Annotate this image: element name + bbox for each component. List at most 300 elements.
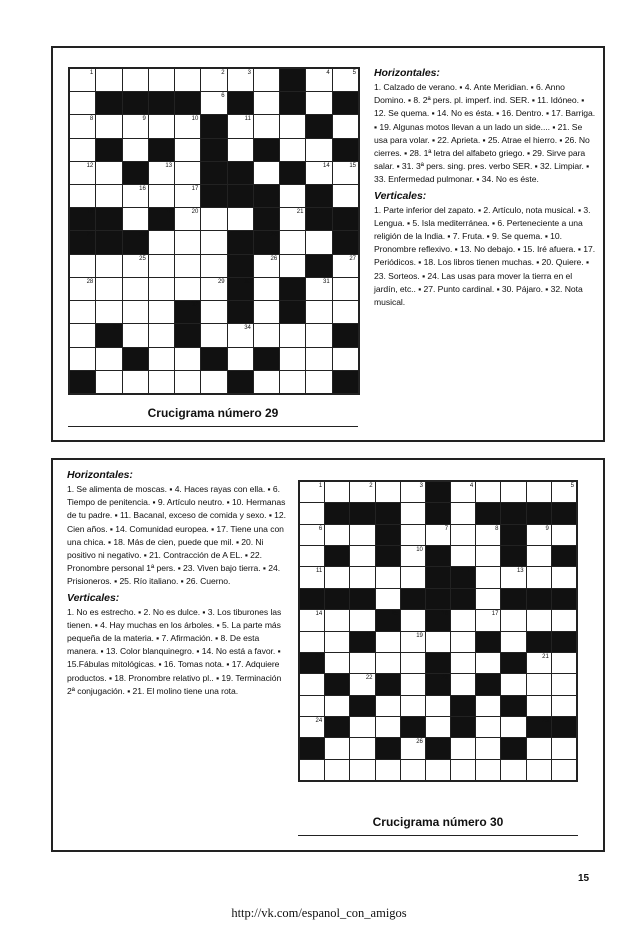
grid-cell[interactable]: [70, 139, 95, 161]
grid-cell[interactable]: [96, 69, 121, 91]
grid-cell-black: [123, 231, 148, 253]
grid-cell-black: [451, 567, 475, 587]
grid-cell[interactable]: [426, 632, 450, 652]
grid-cell-black: [333, 324, 358, 346]
grid-cell-black: [376, 546, 400, 566]
grid-cell[interactable]: [201, 208, 226, 230]
grid-cell[interactable]: [149, 162, 174, 184]
grid-cell[interactable]: [501, 674, 525, 694]
grid-cell[interactable]: [280, 115, 305, 137]
grid-cell[interactable]: [149, 324, 174, 346]
grid-cell[interactable]: [325, 760, 349, 780]
grid-cell-black: [376, 674, 400, 694]
grid-cell[interactable]: [300, 482, 324, 502]
grid-cell[interactable]: [201, 255, 226, 277]
grid-cell[interactable]: [552, 567, 576, 587]
grid-cell[interactable]: [123, 278, 148, 300]
clue-number: 30: [244, 278, 251, 285]
grid-cell[interactable]: [96, 371, 121, 393]
grid-cell[interactable]: [333, 255, 358, 277]
verticales-clues: 1. No es estrecho. ▪ 2. No es dulce. ▪ 3. Los tiburones las tienen. ▪ 4. Hay muchas en los árboles. ▪ 5. La parte más pequeña de la materia. ▪ 7. Afirmación. ▪ 8. De esta manera. ▪ 13. Color blanquinegro. ▪ 14. No está a favor. ▪ 15.Fábulas mitológicas. ▪ 16. Tomas nota. ▪ 17. Adquiere productos. ▪ 18. Pronombre relativo pl.. ▪ 19. Terminación 2ª conjugación. ▪ 21. El molino tiene una rota.: [67, 606, 282, 696]
grid-cell-black: [476, 674, 500, 694]
clue-number: 10: [191, 116, 199, 123]
grid-cell[interactable]: [254, 301, 279, 323]
grid-cell[interactable]: [149, 231, 174, 253]
grid-cell[interactable]: [300, 610, 324, 630]
grid-cell[interactable]: [175, 231, 200, 253]
grid-cell[interactable]: [501, 632, 525, 652]
grid-cell[interactable]: [123, 301, 148, 323]
clue-number: 9: [545, 525, 549, 532]
grid-cell[interactable]: [123, 139, 148, 161]
grid-cell[interactable]: [451, 482, 475, 502]
grid-cell[interactable]: [376, 482, 400, 502]
grid-cell[interactable]: [123, 185, 148, 207]
grid-cell[interactable]: [401, 738, 425, 758]
grid-cell[interactable]: [149, 185, 174, 207]
grid-cell[interactable]: [376, 567, 400, 587]
grid-cell[interactable]: [451, 738, 475, 758]
grid-cell[interactable]: [201, 301, 226, 323]
grid-cell[interactable]: [552, 482, 576, 502]
grid-cell-black: [175, 324, 200, 346]
grid-cell-black: [325, 503, 349, 523]
clue-number: 34: [244, 325, 251, 332]
clue-number: 4: [469, 483, 474, 489]
grid-cell[interactable]: [350, 482, 374, 502]
horizontales-clues: 1. Calzado de verano. ▪ 4. Ante Meridian. ▪ 6. Anno Domino. ▪ 8. 2ª pers. pl. imperf. ind. SER. ▪ 11. Idóneo. ▪ 12. Se quema. ▪ 14. No es ésta. ▪ 16. Dentro. ▪ 17. Barriga. ▪ 19. Algunas motos llevan a un lado un side.... ▪ 21. Se usa para volar. ▪ 22. Aprieta. ▪ 25. Atrae el hierro. ▪ 26. No cierres. ▪ 28. 1ª letra del alfabeto griego. ▪ 29. Sirve para salar. ▪ 31. 3ª pers. sing. pres. verbo SER. ▪ 32. Limpiar. ▪ 33. Enfermedad pulmonar. ▪ 34. No es éste.: [374, 82, 596, 185]
grid-cell[interactable]: [325, 738, 349, 758]
grid-cell-black: [123, 348, 148, 370]
grid-cell-black: [527, 503, 551, 523]
clue-number: 11: [244, 116, 251, 123]
clue-number: 15: [391, 611, 398, 618]
grid-cell-black: [228, 231, 253, 253]
grid-cell[interactable]: [123, 255, 148, 277]
grid-cell-black: [376, 738, 400, 758]
grid-cell[interactable]: [123, 324, 148, 346]
grid-cell[interactable]: [527, 674, 551, 694]
grid-cell[interactable]: [254, 278, 279, 300]
grid-cell[interactable]: [149, 371, 174, 393]
grid-cell-black: [426, 610, 450, 630]
grid-cell[interactable]: [527, 610, 551, 630]
grid-cell[interactable]: [401, 567, 425, 587]
grid-cell[interactable]: [149, 301, 174, 323]
grid-cell[interactable]: [476, 567, 500, 587]
grid-cell[interactable]: [70, 185, 95, 207]
clue-number: 33: [112, 325, 120, 332]
grid-cell[interactable]: [451, 760, 475, 780]
grid-cell[interactable]: [476, 738, 500, 758]
clue-number: 20: [315, 653, 323, 660]
grid-cell[interactable]: [201, 92, 226, 114]
grid-cell[interactable]: [228, 139, 253, 161]
grid-cell[interactable]: [70, 324, 95, 346]
grid-cell[interactable]: [149, 255, 174, 277]
grid-cell[interactable]: [201, 231, 226, 253]
grid-cell-black: [228, 278, 253, 300]
grid-cell[interactable]: [325, 696, 349, 716]
grid-cell[interactable]: [175, 255, 200, 277]
clue-number: 16: [441, 611, 449, 618]
grid-cell[interactable]: [300, 567, 324, 587]
grid-cell[interactable]: [280, 231, 305, 253]
grid-cell[interactable]: [476, 546, 500, 566]
grid-cell[interactable]: [350, 525, 374, 545]
grid-cell[interactable]: [201, 371, 226, 393]
clue-number: 11: [315, 568, 323, 575]
grid-cell[interactable]: [501, 760, 525, 780]
grid-cell[interactable]: [149, 69, 174, 91]
grid-cell-black: [228, 92, 253, 114]
grid-cell-black: [552, 546, 576, 566]
grid-cell[interactable]: [175, 278, 200, 300]
grid-cell[interactable]: [175, 69, 200, 91]
grid-cell[interactable]: [280, 371, 305, 393]
grid-cell-black: [175, 92, 200, 114]
grid-cell-black: [426, 653, 450, 673]
grid-cell[interactable]: [306, 324, 331, 346]
grid-cell[interactable]: [552, 653, 576, 673]
clue-number: 12: [86, 162, 94, 169]
grid-cell[interactable]: [527, 567, 551, 587]
grid-cell[interactable]: [476, 717, 500, 737]
grid-cell[interactable]: [501, 717, 525, 737]
grid-cell[interactable]: [376, 632, 400, 652]
grid-cell[interactable]: [254, 162, 279, 184]
clue-number: 3: [247, 70, 251, 76]
grid-cell-black: [333, 92, 358, 114]
clue-number: 8: [495, 525, 499, 532]
grid-cell-black: [325, 546, 349, 566]
grid-cell[interactable]: [175, 348, 200, 370]
grid-cell[interactable]: [96, 255, 121, 277]
grid-cell[interactable]: [306, 278, 331, 300]
grid-cell[interactable]: [333, 348, 358, 370]
clue-number: 27: [349, 255, 356, 262]
grid-cell-black: [426, 589, 450, 609]
grid-cell[interactable]: [552, 525, 576, 545]
grid-cell[interactable]: [96, 185, 121, 207]
crossword-29-title: Crucigrama número 29: [147, 406, 279, 420]
grid-cell[interactable]: [325, 632, 349, 652]
grid-cell[interactable]: [350, 760, 374, 780]
grid-cell[interactable]: [451, 503, 475, 523]
verticales-heading: Verticales:: [67, 591, 120, 604]
grid-cell[interactable]: [306, 348, 331, 370]
grid-cell[interactable]: [254, 92, 279, 114]
grid-cell[interactable]: [70, 278, 95, 300]
grid-cell[interactable]: [376, 653, 400, 673]
grid-cell[interactable]: [350, 610, 374, 630]
clue-number: 32: [191, 302, 199, 309]
grid-cell[interactable]: [96, 278, 121, 300]
grid-cell-black: [325, 717, 349, 737]
grid-cell[interactable]: [552, 738, 576, 758]
grid-cell-black: [350, 632, 374, 652]
grid-cell[interactable]: [552, 760, 576, 780]
grid-cell-black: [300, 738, 324, 758]
clue-number: 2: [221, 70, 225, 76]
grid-cell[interactable]: [350, 546, 374, 566]
grid-cell[interactable]: [333, 69, 358, 91]
grid-cell[interactable]: [401, 653, 425, 673]
grid-cell[interactable]: [70, 255, 95, 277]
grid-cell[interactable]: [254, 324, 279, 346]
grid-cell[interactable]: [96, 115, 121, 137]
grid-cell-black: [201, 348, 226, 370]
grid-cell[interactable]: [123, 115, 148, 137]
clue-number: 31: [323, 278, 330, 285]
grid-cell[interactable]: [501, 482, 525, 502]
grid-cell[interactable]: [325, 610, 349, 630]
grid-cell[interactable]: [401, 525, 425, 545]
grid-cell[interactable]: [325, 653, 349, 673]
clue-number: 17: [491, 611, 499, 618]
grid-cell-black: [350, 503, 374, 523]
grid-cell[interactable]: [350, 653, 374, 673]
grid-cell[interactable]: [401, 610, 425, 630]
grid-cell[interactable]: [201, 69, 226, 91]
grid-cell[interactable]: [201, 278, 226, 300]
grid-cell[interactable]: [70, 92, 95, 114]
grid-cell[interactable]: [451, 674, 475, 694]
grid-cell[interactable]: [300, 525, 324, 545]
grid-cell[interactable]: [426, 760, 450, 780]
clue-number: 22: [86, 232, 94, 239]
grid-cell[interactable]: [254, 115, 279, 137]
grid-cell-black: [306, 115, 331, 137]
grid-cell-black: [552, 632, 576, 652]
grid-cell[interactable]: [426, 525, 450, 545]
grid-cell[interactable]: [306, 162, 331, 184]
grid-cell[interactable]: [306, 69, 331, 91]
grid-cell[interactable]: [280, 324, 305, 346]
grid-cell[interactable]: [228, 348, 253, 370]
grid-cell-black: [501, 546, 525, 566]
grid-cell[interactable]: [300, 546, 324, 566]
grid-cell[interactable]: [280, 139, 305, 161]
grid-cell[interactable]: [527, 696, 551, 716]
grid-cell[interactable]: [451, 525, 475, 545]
grid-cell[interactable]: [300, 760, 324, 780]
grid-cell[interactable]: [350, 738, 374, 758]
clue-number: 9: [142, 116, 146, 123]
clue-number: 29: [217, 278, 225, 285]
grid-cell[interactable]: [325, 567, 349, 587]
clue-number: 12: [466, 568, 474, 575]
grid-cell[interactable]: [228, 208, 253, 230]
grid-cell[interactable]: [401, 482, 425, 502]
grid-cell[interactable]: [527, 546, 551, 566]
crossword-29-rule: [68, 426, 358, 427]
grid-cell[interactable]: [476, 525, 500, 545]
grid-cell[interactable]: [96, 301, 121, 323]
grid-cell[interactable]: [306, 231, 331, 253]
grid-cell[interactable]: [451, 632, 475, 652]
grid-cell-black: [376, 610, 400, 630]
grid-cell-black: [451, 589, 475, 609]
grid-cell[interactable]: [201, 324, 226, 346]
grid-cell[interactable]: [325, 525, 349, 545]
clue-number: 1: [318, 483, 323, 489]
grid-cell[interactable]: [70, 348, 95, 370]
clue-number: 28: [86, 278, 94, 285]
grid-cell-black: [201, 185, 226, 207]
grid-cell-black: [306, 185, 331, 207]
grid-cell[interactable]: [501, 610, 525, 630]
grid-cell[interactable]: [300, 632, 324, 652]
clue-number: 16: [139, 186, 146, 193]
grid-cell[interactable]: [325, 482, 349, 502]
grid-cell[interactable]: [451, 653, 475, 673]
grid-cell[interactable]: [300, 717, 324, 737]
grid-cell[interactable]: [280, 348, 305, 370]
clue-number: 6: [318, 525, 323, 532]
grid-cell[interactable]: [123, 371, 148, 393]
grid-cell-black: [96, 139, 121, 161]
grid-cell[interactable]: [70, 69, 95, 91]
grid-cell-black: [254, 231, 279, 253]
grid-cell-black: [306, 208, 331, 230]
grid-cell[interactable]: [552, 674, 576, 694]
grid-cell[interactable]: [451, 546, 475, 566]
grid-cell[interactable]: [149, 115, 174, 137]
grid-cell[interactable]: [401, 632, 425, 652]
grid-cell[interactable]: [350, 567, 374, 587]
grid-cell[interactable]: [552, 696, 576, 716]
grid-cell[interactable]: [333, 301, 358, 323]
grid-cell[interactable]: [228, 69, 253, 91]
grid-cell[interactable]: [401, 503, 425, 523]
grid-cell-black: [123, 92, 148, 114]
grid-cell[interactable]: [376, 760, 400, 780]
grid-cell[interactable]: [426, 696, 450, 716]
grid-cell[interactable]: [306, 301, 331, 323]
grid-cell[interactable]: [476, 696, 500, 716]
grid-cell[interactable]: [300, 503, 324, 523]
grid-cell-black: [333, 139, 358, 161]
grid-cell-black: [376, 503, 400, 523]
grid-cell-black: [149, 208, 174, 230]
grid-cell[interactable]: [96, 348, 121, 370]
grid-cell[interactable]: [527, 482, 551, 502]
grid-cell[interactable]: [376, 589, 400, 609]
grid-cell[interactable]: [280, 185, 305, 207]
grid-cell[interactable]: [476, 653, 500, 673]
grid-cell[interactable]: [70, 301, 95, 323]
grid-cell[interactable]: [476, 482, 500, 502]
grid-cell-black: [451, 696, 475, 716]
grid-cell[interactable]: [501, 567, 525, 587]
grid-cell[interactable]: [306, 139, 331, 161]
grid-cell[interactable]: [175, 208, 200, 230]
clue-number: 17: [191, 186, 199, 193]
grid-cell[interactable]: [254, 69, 279, 91]
grid-cell[interactable]: [280, 255, 305, 277]
grid-cell[interactable]: [333, 185, 358, 207]
grid-cell-black: [96, 324, 121, 346]
clue-number: 18: [365, 632, 373, 639]
grid-cell[interactable]: [228, 324, 253, 346]
grid-cell-black: [501, 525, 525, 545]
grid-cell[interactable]: [401, 546, 425, 566]
grid-cell[interactable]: [300, 674, 324, 694]
grid-cell[interactable]: [527, 525, 551, 545]
grid-cell[interactable]: [333, 115, 358, 137]
grid-cell[interactable]: [123, 208, 148, 230]
grid-cell[interactable]: [96, 162, 121, 184]
clue-number: 21: [542, 653, 549, 660]
grid-cell-black: [426, 674, 450, 694]
grid-cell[interactable]: [280, 208, 305, 230]
grid-cell[interactable]: [476, 610, 500, 630]
grid-cell[interactable]: [527, 653, 551, 673]
grid-cell[interactable]: [175, 139, 200, 161]
grid-cell-black: [96, 208, 121, 230]
grid-cell[interactable]: [376, 696, 400, 716]
grid-cell[interactable]: [254, 255, 279, 277]
grid-cell[interactable]: [70, 162, 95, 184]
grid-cell[interactable]: [333, 162, 358, 184]
clue-number: 24: [315, 717, 323, 724]
grid-cell[interactable]: [476, 589, 500, 609]
clue-number: 7: [300, 93, 304, 100]
verticales-clues: 1. Parte inferior del zapato. ▪ 2. Artículo, nota musical. ▪ 3. Lengua. ▪ 5. Isla mediterránea. ▪ 6. Perteneciente a una religión de la India. ▪ 7. Fruta. ▪ 9. Se quema. ▪ 10. Pronombre reflexivo. ▪ 13. No debajo. ▪ 15. Iré afuera. ▪ 17. Periódicos. ▪ 18. Los libros tienen muchas. ▪ 20. Quiere. ▪ 23. Sorteos. ▪ 24. Las usas para mover la tierra en el jardín, etc.. ▪ 27. Punto cardinal. ▪ 30. Pájaro. ▪ 32. Nota musical.: [374, 204, 596, 308]
clue-number: 5: [352, 70, 356, 76]
grid-cell[interactable]: [149, 278, 174, 300]
grid-cell[interactable]: [527, 760, 551, 780]
clue-number: 25: [139, 255, 146, 262]
grid-cell[interactable]: [401, 674, 425, 694]
grid-cell[interactable]: [70, 115, 95, 137]
grid-cell[interactable]: [300, 696, 324, 716]
grid-cell[interactable]: [175, 115, 200, 137]
grid-cell[interactable]: [123, 69, 148, 91]
grid-cell[interactable]: [228, 115, 253, 137]
clue-number: 26: [416, 739, 423, 746]
grid-cell[interactable]: [476, 760, 500, 780]
grid-cell[interactable]: [254, 371, 279, 393]
grid-cell-black: [96, 231, 121, 253]
grid-cell[interactable]: [552, 610, 576, 630]
clue-number: 6: [221, 93, 225, 100]
grid-cell[interactable]: [426, 717, 450, 737]
grid-cell[interactable]: [306, 92, 331, 114]
grid-cell-black: [254, 208, 279, 230]
grid-cell[interactable]: [350, 717, 374, 737]
grid-cell[interactable]: [376, 717, 400, 737]
grid-cell-black: [306, 255, 331, 277]
grid-cell[interactable]: [527, 738, 551, 758]
grid-cell[interactable]: [333, 278, 358, 300]
grid-cell[interactable]: [451, 610, 475, 630]
grid-cell[interactable]: [175, 162, 200, 184]
grid-cell[interactable]: [306, 371, 331, 393]
grid-cell-black: [325, 674, 349, 694]
grid-cell[interactable]: [175, 185, 200, 207]
grid-cell-black: [333, 208, 358, 230]
grid-cell[interactable]: [175, 371, 200, 393]
grid-cell[interactable]: [401, 696, 425, 716]
grid-cell-black: [149, 139, 174, 161]
verticales-heading: Verticales:: [374, 189, 427, 202]
grid-cell[interactable]: [401, 760, 425, 780]
grid-cell-black: [280, 162, 305, 184]
grid-cell[interactable]: [350, 674, 374, 694]
grid-cell[interactable]: [149, 348, 174, 370]
